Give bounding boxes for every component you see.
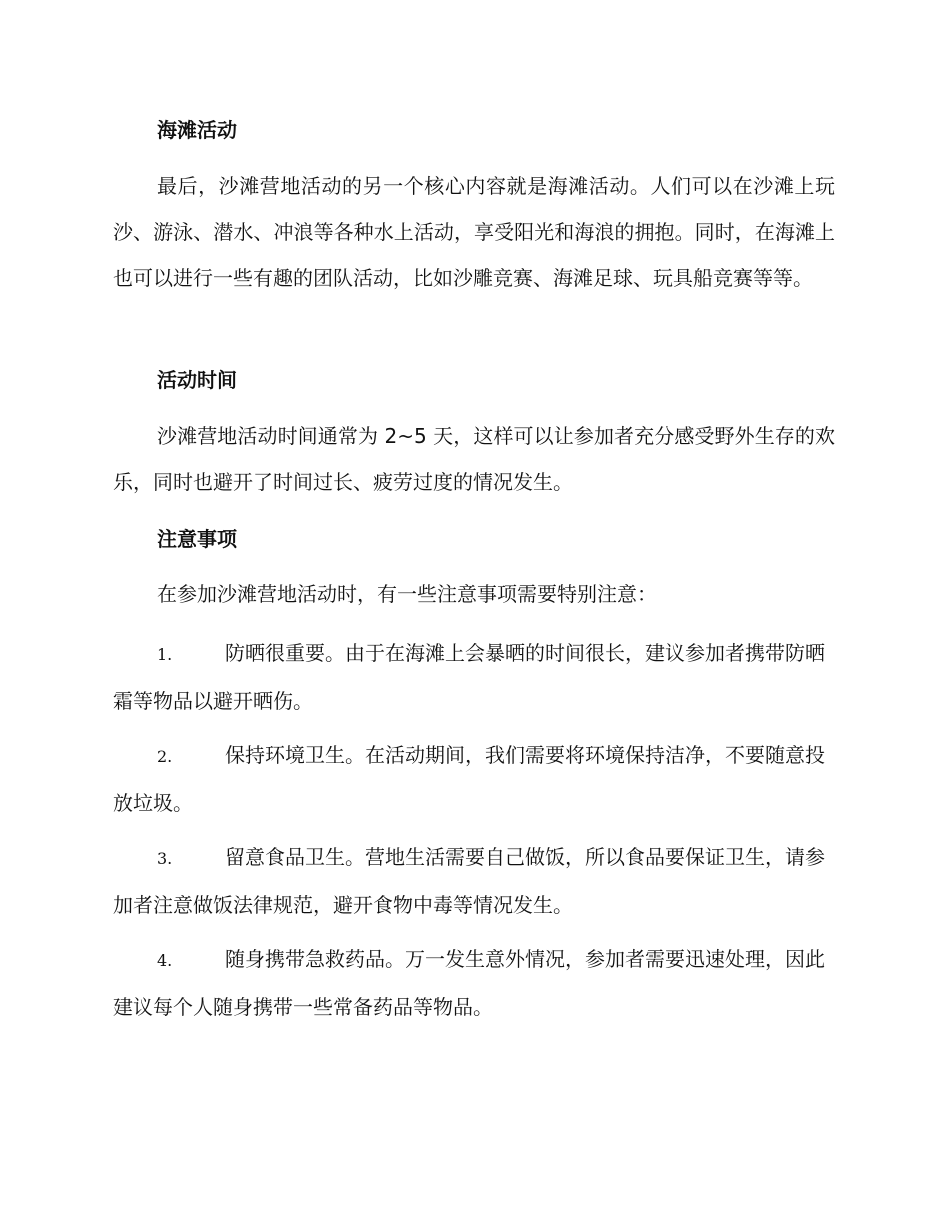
list-item-text: 保持环境卫生。在活动期间，我们需要将环境保持洁净，不要随意投放垃圾。 [113, 743, 825, 815]
list-item [113, 936, 835, 1030]
section-heading-precautions: 注意事项 [157, 527, 237, 551]
list-item-text: 随身携带急救药品。万一发生意外情况，参加者需要迅速处理，因此建议每个人随身携带一些常备药品等物品。 [113, 947, 825, 1019]
list-item-number: 1. [157, 645, 173, 664]
section-paragraph-precautions: 在参加沙滩营地活动时，有一些注意事项需要特别注意： [157, 582, 657, 606]
list-item-number: 4. [157, 951, 173, 970]
list-item [113, 834, 835, 928]
list-item-text: 防晒很重要。由于在海滩上会暴晒的时间很长，建议参加者携带防晒霜等物品以避开晒伤。 [113, 641, 825, 713]
list-item [113, 732, 835, 826]
list-item-text: 留意食品卫生。营地生活需要自己做饭，所以食品要保证卫生，请参加者注意做饭法律规范，避开食物中毒等情况发生。 [113, 845, 825, 917]
section-heading-beach-activities: 海滩活动 [157, 118, 237, 142]
section-heading-activity-time: 活动时间 [157, 368, 237, 392]
list-item [113, 630, 835, 724]
list-item-number: 2. [157, 747, 173, 766]
section-paragraph-activity-time: 沙滩营地活动时间通常为 2~5 天，这样可以让参加者充分感受野外生存的欢乐，同时也避开了时间过长、疲劳过度的情况发生。 [113, 424, 835, 494]
section-paragraph-beach-activities: 最后，沙滩营地活动的另一个核心内容就是海滩活动。人们可以在沙滩上玩沙、游泳、潜水、冲浪等各种水上活动，享受阳光和海浪的拥抱。同时，在海滩上也可以进行一些有趣的团队活动，比如沙雕竞赛、海滩足球、玩具船竞赛等等。 [113, 174, 835, 290]
list-item-number: 3. [157, 849, 173, 868]
